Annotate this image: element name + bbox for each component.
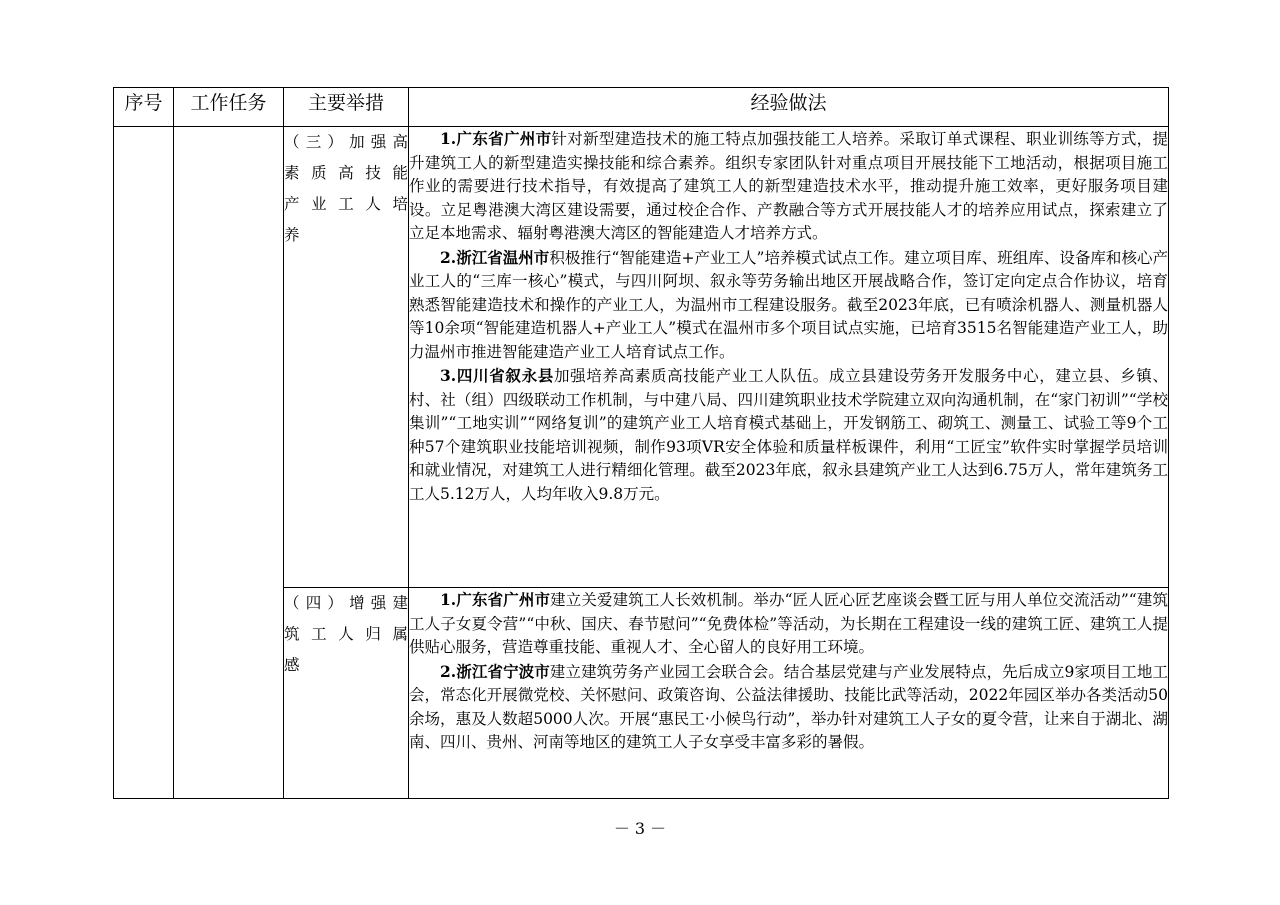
practice-region: 浙江省温州市 — [456, 247, 550, 267]
measure-line: 感 — [284, 656, 300, 674]
practice-number: 2. — [440, 247, 457, 267]
practice-item — [409, 364, 1168, 506]
practice-cell — [409, 588, 1169, 799]
header-row — [114, 88, 1169, 127]
measure-cell — [284, 127, 409, 588]
measure-line: 素质高技能 — [284, 164, 408, 182]
practice-number: 3. — [440, 366, 457, 385]
practice-text: 加强培养高素质高技能产业工人队伍。成立县建设劳务开发服务中心，建立县、乡镇、村、社（组）四级联动工作机制，与中建八局、四川建筑职业技术学院建立双向沟通机制，在“家门初训”“学校集训”“工地实训”“网络复训”的建筑产业工人培育模式基础上，开发钢筋工、砌筑工、测量工、试验工等9个工种57个建筑职业技能培训视频，制作93项VR安全体验和质量样板课件，利用“工匠宝”软件实时掌握学员培训和就业情况，对建筑工人进行精细化管理。截至2023年底，叙永县建筑产业工人达到6.75万人，常年建筑务工工人5.12万人，人均年收入9.8万元。 — [409, 367, 1168, 503]
practice-number: 1. — [440, 129, 457, 148]
task-cell — [174, 127, 284, 799]
practice-number: 2. — [440, 661, 457, 681]
measure-line: （四）增强建 — [284, 594, 408, 612]
practice-text: 积极推行“智能建造+产业工人”培养模式试点工作。建立项目库、班组库、设备库和核心产业工人的“三库一核心”模式，与四川阿坝、叙永等劳务输出地区开展战略合作，签订定向定点合作协议，培育熟悉智能建造技术和操作的产业工人，为温州市工程建设服务。截至2023年底，已有喷涂机器人、测量机器人等10余项“智能建造机器人+产业工人”模式在温州市多个项目试点实施，已培育3515名智能建造产业工人，助力温州市推进智能建造产业工人培育试点工作。 — [409, 248, 1168, 361]
practice-item — [409, 660, 1168, 755]
practice-item — [409, 588, 1168, 660]
practice-item — [409, 127, 1168, 246]
header-practice: 经验做法 — [409, 88, 1169, 127]
practice-region: 广东省广州市 — [456, 129, 552, 148]
measure-cell — [284, 588, 409, 799]
practice-text: 针对新型建造技术的施工特点加强技能工人培养。采取订单式课程、职业训练等方式，提升建筑工人的新型建造实操技能和综合素养。组织专家团队针对重点项目开展技能下工地活动，根据项目施工作业的需要进行技术指导，有效提高了建筑工人的新型建造技术水平，推动提升施工效率，更好服务项目建设。立足粤港澳大湾区建设需要，通过校企合作、产教融合等方式开展技能人才的培养应用试点，探索建立了立足本地需求、辐射粤港澳大湾区的智能建造人才培养方式。 — [409, 130, 1168, 242]
header-serial: 序号 — [114, 88, 174, 127]
practice-cell — [409, 127, 1169, 588]
measure-line: （三）加强高 — [284, 133, 408, 151]
practice-region: 浙江省宁波市 — [456, 661, 550, 681]
practice-region: 四川省叙永县 — [456, 366, 554, 385]
table-row — [114, 127, 1169, 588]
measure-line: 产业工人培 — [284, 195, 408, 213]
practice-item — [409, 246, 1168, 365]
measure-line: 养 — [284, 226, 300, 244]
page-number: － 3 － — [613, 819, 667, 838]
measure-line: 筑工人归属 — [284, 625, 408, 643]
practice-text: 建立关爱建筑工人长效机制。举办“匠人匠心匠艺座谈会暨工匠与用人单位交流活动”“建筑工人子女夏令营”“中秋、国庆、春节慰问”“免费体检”等活动，为长期在工程建设一线的建筑工匠、建筑工人提供贴心服务，营造尊重技能、重视人才、全心留人的良好用工环境。 — [409, 591, 1168, 656]
serial-cell — [114, 127, 174, 799]
header-task: 工作任务 — [174, 88, 284, 127]
practice-region: 广东省广州市 — [456, 590, 551, 609]
practice-text: 建立建筑劳务产业园工会联合会。结合基层党建与产业发展特点，先后成立9家项目工地工会，常态化开展微党校、关怀慰问、政策咨询、公益法律援助、技能比武等活动，2022年园区举办各类活动50余场，惠及人数超5000人次。开展“惠民工·小候鸟行动”，举办针对建筑工人子女的夏令营，让来自于湖北、湖南、四川、贵州、河南等地区的建筑工人子女享受丰富多彩的暑假。 — [409, 662, 1168, 751]
header-measure: 主要举措 — [284, 88, 409, 127]
practice-table — [113, 87, 1169, 799]
practice-number: 1. — [440, 590, 457, 609]
